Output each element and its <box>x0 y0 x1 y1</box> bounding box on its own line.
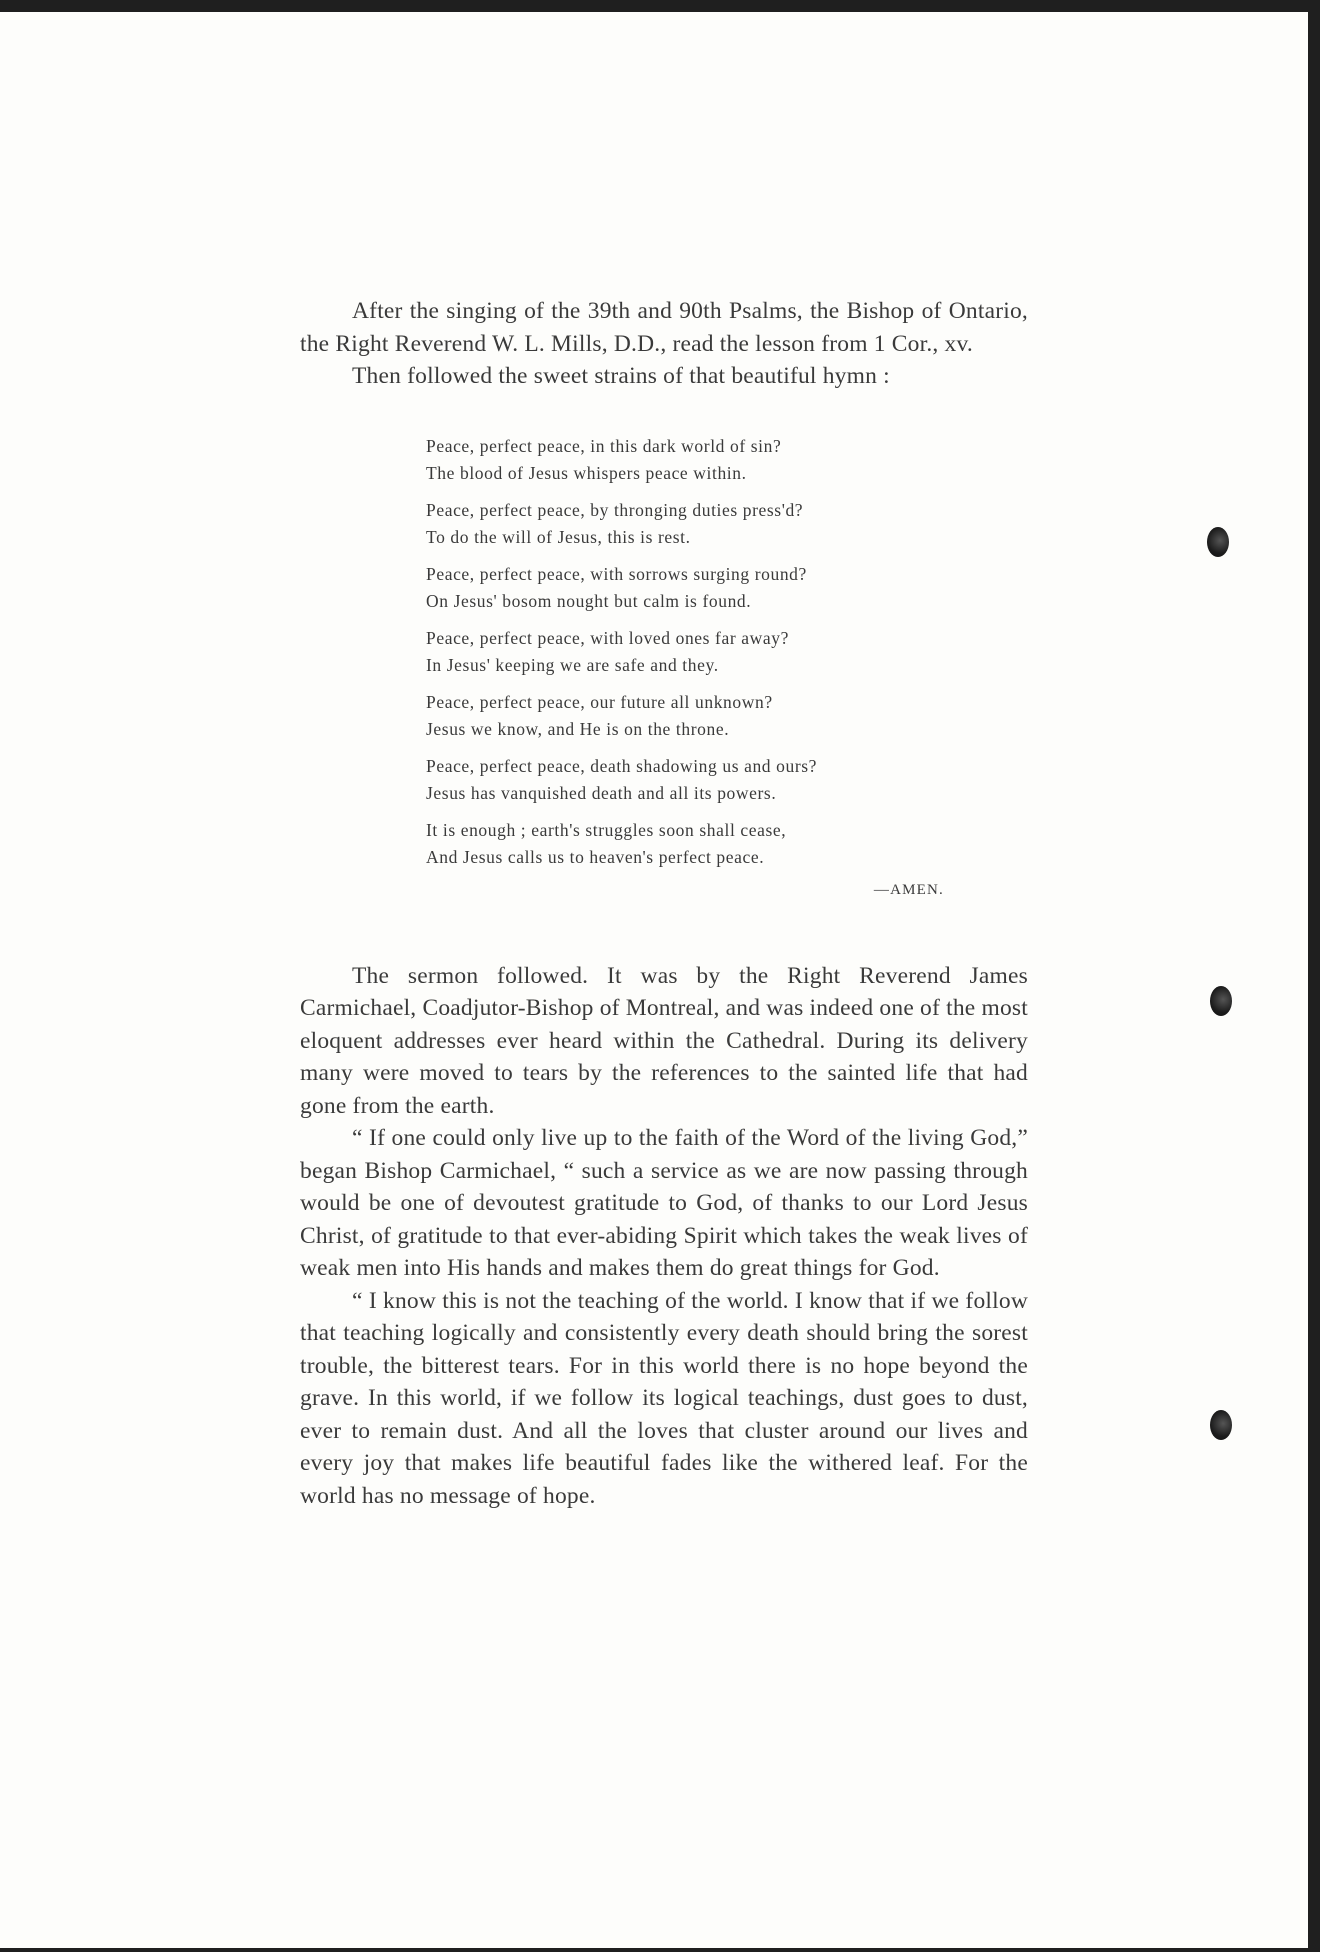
hymn-line: Peace, perfect peace, our future all unknown? <box>426 691 773 712</box>
scan-edge-bottom <box>0 1948 1320 1952</box>
hymn-line: Peace, perfect peace, in this dark world of sin? <box>426 435 782 456</box>
hymn-stanza <box>426 497 946 551</box>
quote-paragraph: “ I know this is not the teaching of the world. I know that if we follow that teaching logically and consistently every death should bring the sorest trouble, the bitterest tears. For in this world there is no hope beyond the grave. In this world, if we follow its logical teachings, dust goes to dust, ever to remain dust. And all the loves that cluster around our lives and every joy that makes life beautiful fades like the withered leaf. For the world has no message of hope. <box>300 1287 1028 1509</box>
hymn-line: Peace, perfect peace, with loved ones far away? <box>426 627 789 648</box>
hymn-stanza <box>426 753 946 807</box>
hymn-line: Jesus we know, and He is on the throne. <box>426 718 730 739</box>
scan-edge-right <box>1308 0 1320 1952</box>
hymn-line: In Jesus' keeping we are safe and they. <box>426 654 719 675</box>
amen: —AMEN. <box>873 881 944 898</box>
hymn-stanza <box>426 433 946 487</box>
sermon-paragraph: The sermon followed. It was by the Right Reverend James Carmichael, Coadjutor-Bishop of Montreal, and was indeed one of the most eloquent addresses ever heard within the Cathedral. During its delivery many were moved to tears by the references to the sainted life that had gone from the earth. <box>300 962 1028 1119</box>
hymn-stanza <box>426 625 946 679</box>
hymn-line: Peace, perfect peace, with sorrows surging round? <box>426 563 807 584</box>
page-content <box>300 295 1028 1512</box>
hymn-stanza <box>426 689 946 743</box>
binding-hole <box>1210 986 1232 1016</box>
binding-hole <box>1210 1410 1232 1440</box>
hymn-line: On Jesus' bosom nought but calm is found. <box>426 590 752 611</box>
scan-edge-top <box>0 0 1320 12</box>
hymn-line: Peace, perfect peace, by thronging duties press'd? <box>426 499 804 520</box>
binding-hole <box>1207 527 1229 557</box>
hymn-line: Jesus has vanquished death and all its powers. <box>426 782 777 803</box>
hymn-line: It is enough ; earth's struggles soon shall cease, <box>426 819 787 840</box>
intro-paragraph: After the singing of the 39th and 90th Psalms, the Bishop of Ontario, the Right Reverend W. L. Mills, D.D., read the lesson from 1 Cor., xv. <box>300 298 1028 357</box>
hymn-intro-paragraph: Then followed the sweet strains of that beautiful hymn : <box>352 363 890 389</box>
hymn <box>426 433 946 904</box>
hymn-stanza <box>426 817 946 871</box>
hymn-line: And Jesus calls us to heaven's perfect peace. <box>426 846 765 867</box>
quote-paragraph: “ If one could only live up to the faith of the Word of the living God,” began Bishop Carmichael, “ such a service as we are now passing through would be one of devoutest gratitude to God, of thanks to our Lord Jesus Christ, of gratitude to that ever-abiding Spirit which takes the weak lives of weak men into His hands and makes them do great things for God. <box>300 1125 1028 1281</box>
hymn-line: The blood of Jesus whispers peace within. <box>426 462 747 483</box>
hymn-stanza <box>426 561 946 615</box>
document-page <box>0 12 1308 1948</box>
hymn-line: Peace, perfect peace, death shadowing us and ours? <box>426 755 818 776</box>
hymn-line: To do the will of Jesus, this is rest. <box>426 526 691 547</box>
